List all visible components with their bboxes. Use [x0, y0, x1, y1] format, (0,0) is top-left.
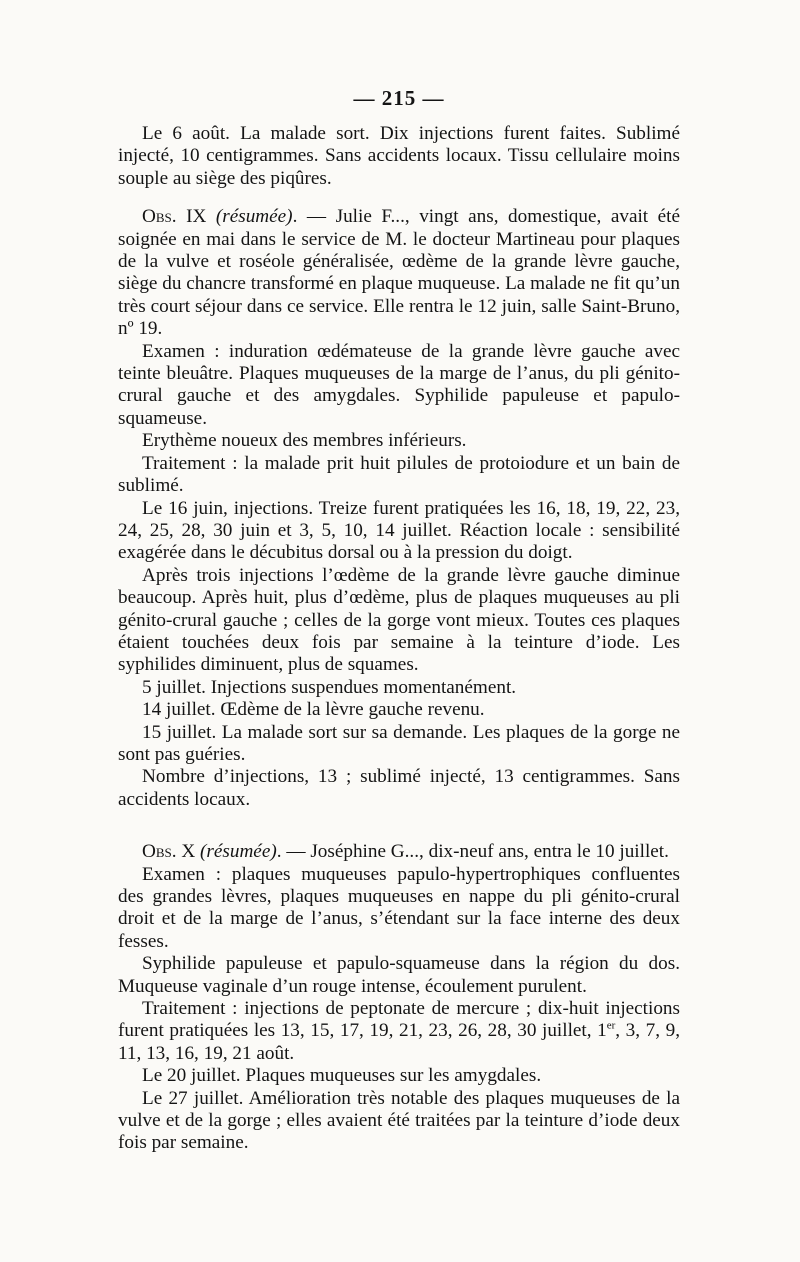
obs-10-treatment-text-end: , 3, 7, 9, 11, 13, 16, 19, 21 août. — [118, 1020, 681, 1064]
obs-10-intro — [118, 841, 680, 863]
obs-10-treatment-sup: er — [606, 1020, 616, 1033]
obs-9-label: Obs. IX — [142, 206, 207, 228]
obs-10-july-20: Le 20 juillet. Plaques muqueuses sur les amygdales. — [142, 1065, 542, 1087]
obs-9-treatment: Traitement : la malade prit huit pilules de protoiodure et un bain de sublimé. — [118, 452, 680, 497]
obs-9-june-16: Le 16 juin, injections. Treize furent pratiquées les 16, 18, 19, 22, 23, 24, 25, 28, 30 juin et 3, 5, 10, 14 juillet. Réaction locale : sensibilité exagérée dans le décubitus dorsal ou à la pression du doigt. — [118, 497, 680, 564]
obs-9-july-5: 5 juillet. Injections suspendues momentanément. — [142, 676, 517, 698]
obs-9-intro-text: . — Julie F..., vingt ans, domestique, avait été soignée en mai dans le service de M. le docteur Martineau pour plaques de la vulve et roséole généralisée, œdème de la grande lèvre gauche, siège du chancre transformé en plaque muqueuse. La malade ne fit qu’un très court séjour dans ce service. Elle rentra le 12 juin, salle Saint-Bruno, nº 19. — [118, 206, 680, 340]
obs-10-treatment-text: Traitement : injections de peptonate de mercure ; dix-huit injections furent pratiquées les 13, 15, 17, 19, 21, 23, 26, 28, 30 juillet, 1 — [118, 998, 680, 1042]
obs-9-july-15: 15 juillet. La malade sort sur sa demande. Les plaques de la gorge ne sont pas guéries. — [118, 721, 680, 765]
obs-10-exam: Examen : plaques muqueuses papulo-hypertrophiques confluentes des grandes lèvres, plaques muqueuses en nappe du pli génito-crural droit et de la marge de l’anus, s’étendant sur la face interne des deux fesses. — [118, 863, 680, 952]
obs-10-resumee: (résumée) — [200, 841, 277, 863]
obs-9-injection-count: Nombre d’injections, 13 ; sublimé injecté, 13 centigrammes. Sans accidents locaux. — [118, 766, 680, 810]
obs-10-july-27: Le 27 juillet. Amélioration très notable des plaques muqueuses de la vulve et de la gorge ; elles avaient été traitées par la teinture d’iode deux fois par semaine. — [118, 1087, 680, 1154]
obs-10-intro-text: . — Joséphine G..., dix-neuf ans, entra le 10 juillet. — [276, 841, 669, 863]
obs-9-july-14: 14 juillet. Œdème de la lèvre gauche revenu. — [142, 699, 485, 721]
obs-9-intro — [118, 206, 680, 340]
obs-9-after-injections: Après trois injections l’œdème de la grande lèvre gauche diminue beaucoup. Après huit, plus d’œdème, plus de plaques muqueuses au pli génito-crural gauche ; celles de la gorge vont mieux. Toutes ces plaques étaient touchées deux fois par semaine à la teinture d’iode. Les syphilides diminuent, plus de squames. — [118, 564, 680, 676]
page-number: — 215 — — [353, 86, 445, 110]
obs-9-resumee: (résumée) — [215, 206, 293, 228]
obs-9-exam: Examen : induration œdémateuse de la grande lèvre gauche avec teinte bleuâtre. Plaques muqueuses de la marge de l’anus, du pli génito-crural gauche et des amygdales. Syphilide papuleuse et papulo-squameuse. — [118, 340, 680, 429]
obs-10-treatment — [118, 998, 680, 1065]
page-body — [118, 86, 680, 1155]
obs-10-label: Obs. X — [142, 841, 196, 863]
paragraph-august-6: Le 6 août. La malade sort. Dix injections furent faites. Sublimé injecté, 10 centigrammes. Sans accidents locaux. Tissu cellulaire moins souple au siège des piqûres. — [118, 123, 680, 189]
obs-9-erythema: Erythème noueux des membres inférieurs. — [142, 430, 467, 452]
obs-10-syphilide: Syphilide papuleuse et papulo-squameuse dans la région du dos. Muqueuse vaginale d’un rouge intense, écoulement purulent. — [118, 953, 680, 997]
